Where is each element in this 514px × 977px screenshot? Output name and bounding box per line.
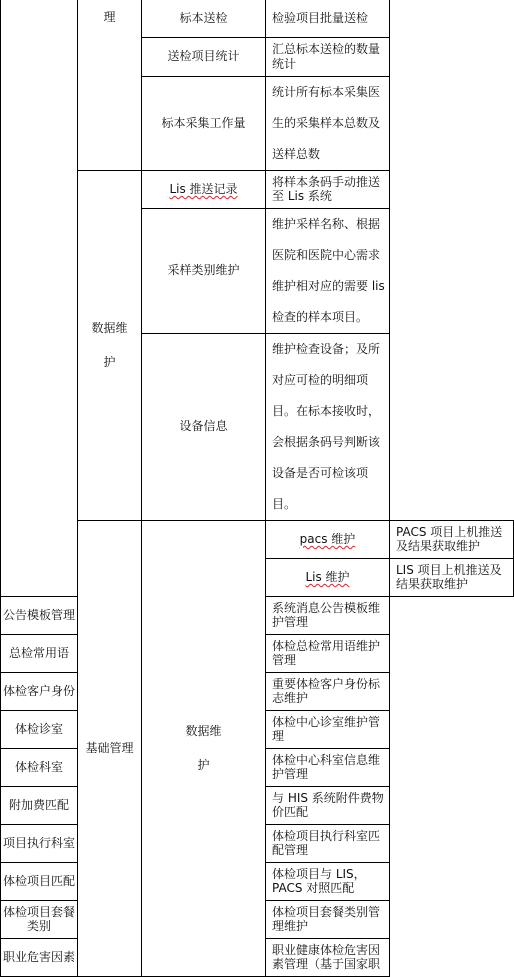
category-cell-top bbox=[1, 0, 78, 596]
function-desc: 维护采样名称、根据医院和医院中心需求维护相对应的需要 lis 检查的样本项目。 bbox=[266, 208, 390, 333]
function-desc: 系统消息公告模板维护管理 bbox=[266, 596, 390, 634]
category-label: 基础管理 bbox=[85, 740, 134, 755]
category-cell-basic bbox=[78, 520, 142, 976]
function-desc: LIS 项目上机推送及结果获取维护 bbox=[390, 558, 514, 596]
function-desc: 与 HIS 系统附件费物价匹配 bbox=[266, 786, 390, 824]
function-desc: 统计所有标本采集医生的采集样本总数及送样总数 bbox=[266, 76, 390, 170]
function-name: 采样类别维护 bbox=[142, 208, 266, 333]
group-cell-data-maint-2 bbox=[142, 520, 266, 976]
function-name: 项目执行科室 bbox=[1, 824, 78, 862]
function-name: 公告模板管理 bbox=[1, 596, 78, 634]
function-name: 标本采集工作量 bbox=[142, 76, 266, 170]
function-desc: 体检项目套餐类别管理维护 bbox=[266, 900, 390, 938]
function-desc: 维护检查设备；及所对应可检的明细项目。在标本接收时，会根据条码号判断该设备是否可检该项目。 bbox=[266, 333, 390, 520]
function-name: Lis 维护 bbox=[266, 558, 390, 596]
function-desc: 将样本条码手动推送至 Lis 系统 bbox=[266, 170, 390, 208]
table-row bbox=[1, 0, 514, 37]
function-desc: 汇总标本送检的数量统计 bbox=[266, 37, 390, 76]
function-desc: 检验项目批量送检 bbox=[266, 0, 390, 37]
group-cell-data-maint bbox=[78, 170, 142, 520]
function-name: 送检项目统计 bbox=[142, 37, 266, 76]
table-row bbox=[1, 170, 514, 208]
function-name: 体检客户身份 bbox=[1, 672, 78, 710]
function-name: 体检项目套餐类别 bbox=[1, 900, 78, 938]
function-name: 附加费匹配 bbox=[1, 786, 78, 824]
function-desc: 体检总检常用语维护管理 bbox=[266, 634, 390, 672]
function-desc: 体检中心科室信息维护管理 bbox=[266, 748, 390, 786]
group-label: 数据维护 bbox=[185, 724, 222, 772]
group-cell-manage bbox=[78, 0, 142, 170]
function-desc: 体检项目与 LIS，PACS 对照匹配 bbox=[266, 862, 390, 900]
function-name: 设备信息 bbox=[142, 333, 266, 520]
function-desc: 体检项目执行科室匹配管理 bbox=[266, 824, 390, 862]
function-name: 职业危害因素 bbox=[1, 938, 78, 976]
function-name: 体检项目匹配 bbox=[1, 862, 78, 900]
function-name: Lis 推送记录 bbox=[142, 170, 266, 208]
function-desc: PACS 项目上机推送及结果获取维护 bbox=[390, 520, 514, 558]
function-name: 总检常用语 bbox=[1, 634, 78, 672]
function-name: 标本送检 bbox=[142, 0, 266, 37]
function-desc: 体检中心诊室维护管理 bbox=[266, 710, 390, 748]
function-desc: 职业健康体检危害因素管理（基于国家职 bbox=[266, 938, 390, 976]
table-row bbox=[1, 520, 514, 558]
group-label: 数据维护 bbox=[91, 321, 128, 369]
function-name: 体检科室 bbox=[1, 748, 78, 786]
function-desc: 重要体检客户身份标志维护 bbox=[266, 672, 390, 710]
function-name: 体检诊室 bbox=[1, 710, 78, 748]
group-label: 理 bbox=[103, 10, 116, 24]
function-name: pacs 维护 bbox=[266, 520, 390, 558]
